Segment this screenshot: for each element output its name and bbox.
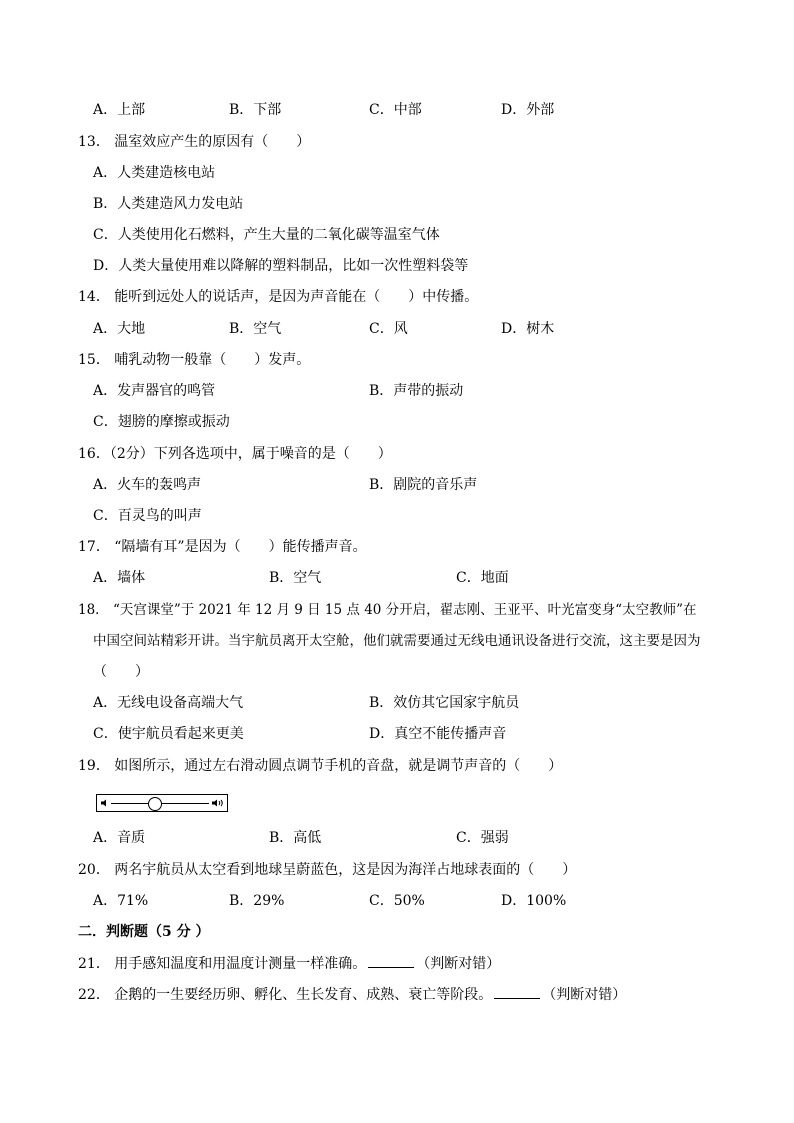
q21-line xyxy=(78,955,500,973)
q13-option-a[interactable]: A．人类建造核电站 xyxy=(93,165,216,181)
q12-option-d[interactable]: D．外部 xyxy=(501,102,555,118)
q18-option-d[interactable]: D．真空不能传播声音 xyxy=(369,726,507,742)
q14-option-d[interactable]: D．树木 xyxy=(501,321,555,337)
q16-option-c[interactable]: C．百灵鸟的叫声 xyxy=(93,508,202,524)
q21-suffix: （判断对错） xyxy=(416,956,501,972)
q19-option-a[interactable]: A．音质 xyxy=(93,830,146,846)
volume-slider-figure xyxy=(96,794,228,812)
q17-option-c[interactable]: C．地面 xyxy=(456,570,509,586)
q20-stem: 20． 两名宇航员从太空看到地球呈蔚蓝色，这是因为海洋占地球表面的（ ） xyxy=(78,862,577,878)
q12-option-a[interactable]: A．上部 xyxy=(93,102,146,118)
q16-stem: 16．（2分）下列各选项中，属于噪音的是（ ） xyxy=(78,446,392,462)
q13-option-d[interactable]: D．人类大量使用难以降解的塑料制品，比如一次性塑料袋等 xyxy=(93,258,469,274)
section-heading: 二．判断题（5 分 ） xyxy=(78,924,210,940)
q19-option-c[interactable]: C．强弱 xyxy=(456,830,509,846)
q17-option-a[interactable]: A．墙体 xyxy=(93,570,146,586)
q21-text: 21． 用手感知温度和用温度计测量一样准确。 xyxy=(78,956,367,972)
q16-option-a[interactable]: A．火车的轰鸣声 xyxy=(93,477,202,493)
q18-option-c[interactable]: C．使宇航员看起来更美 xyxy=(93,726,244,742)
q15-stem: 15． 哺乳动物一般靠（ ）发声。 xyxy=(78,352,311,368)
q22-line xyxy=(78,986,626,1004)
q20-option-c[interactable]: C．50% xyxy=(369,893,425,909)
q17-option-b[interactable]: B．空气 xyxy=(269,570,322,586)
q13-option-c[interactable]: C．人类使用化石燃料，产生大量的二氧化碳等温室气体 xyxy=(93,227,440,243)
q20-option-b[interactable]: B．29% xyxy=(229,893,285,909)
q15-option-b[interactable]: B．声带的振动 xyxy=(369,383,464,399)
q21-answer-blank[interactable] xyxy=(368,955,414,968)
q19-option-b[interactable]: B．高低 xyxy=(269,830,322,846)
q16-option-b[interactable]: B．剧院的音乐声 xyxy=(369,477,478,493)
q18-stem-line1: 18． “天宫课堂”于 2021 年 12 月 9 日 15 点 40 分开启，翟志刚、王亚平、叶光富变身“太空教师”在 xyxy=(78,602,697,618)
q15-option-c[interactable]: C．翅膀的摩擦或振动 xyxy=(93,414,230,430)
q19-stem: 19． 如图所示，通过左右滑动圆点调节手机的音盘，就是调节声音的（ ） xyxy=(78,758,563,774)
q17-stem: 17． “隔墙有耳”是因为（ ）能传播声音。 xyxy=(78,539,367,555)
q22-answer-blank[interactable] xyxy=(494,986,540,999)
q14-option-c[interactable]: C．风 xyxy=(369,321,408,337)
q18-stem-line3: （ ） xyxy=(93,664,149,680)
q12-option-b[interactable]: B．下部 xyxy=(229,102,282,118)
slider-knob xyxy=(148,797,162,811)
q18-option-b[interactable]: B．效仿其它国家宇航员 xyxy=(369,695,520,711)
q18-option-a[interactable]: A．无线电设备高端大气 xyxy=(93,695,244,711)
q22-text: 22． 企鹅的一生要经历卵、孵化、生长发育、成熟、衰亡等阶段。 xyxy=(78,987,493,1003)
q14-stem: 14． 能听到远处人的说话声，是因为声音能在（ ）中传播。 xyxy=(78,289,479,305)
q13-option-b[interactable]: B．人类建造风力发电站 xyxy=(93,196,244,212)
q18-stem-line2: 中国空间站精彩开讲。当宇航员离开太空舱，他们就需要通过无线电通讯设备进行交流，这主要是因为 xyxy=(93,633,701,649)
q22-suffix: （判断对错） xyxy=(542,987,627,1003)
q13-stem: 13． 温室效应产生的原因有（ ） xyxy=(78,134,311,150)
q14-option-b[interactable]: B．空气 xyxy=(229,321,282,337)
speaker-mute-icon xyxy=(100,798,110,808)
q20-option-d[interactable]: D．100% xyxy=(501,893,567,909)
q14-option-a[interactable]: A．大地 xyxy=(93,321,146,337)
q15-option-a[interactable]: A．发声器官的鸣管 xyxy=(93,383,216,399)
q12-option-c[interactable]: C．中部 xyxy=(369,102,422,118)
speaker-loud-icon xyxy=(211,798,225,808)
q20-option-a[interactable]: A．71% xyxy=(93,893,149,909)
